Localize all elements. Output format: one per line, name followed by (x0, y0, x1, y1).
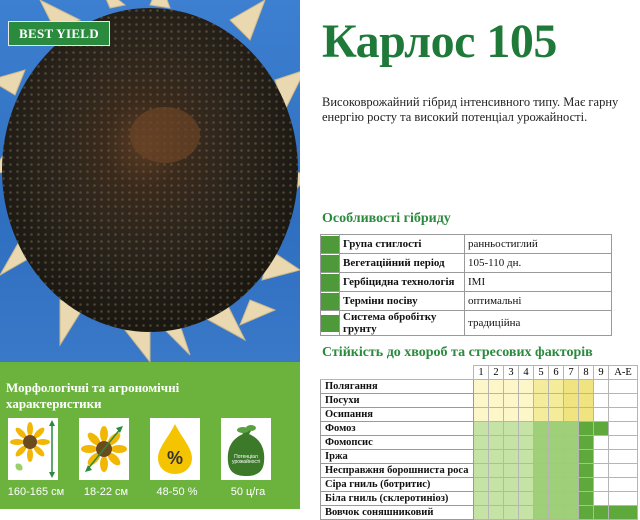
resistance-cell (609, 464, 638, 478)
resistance-cell (579, 422, 594, 436)
resistance-cell (594, 394, 609, 408)
resistance-cell (564, 506, 579, 520)
resistance-cell (519, 450, 534, 464)
hybrid-description: Високоврожайний гібрид інтенсивного типу. Має гарну енергію росту та високий потенціал урожайності. (322, 95, 619, 124)
features-title: Особливості гібриду (322, 211, 451, 226)
resistance-cell (549, 422, 564, 436)
resistance-cell (519, 394, 534, 408)
resistance-cell (534, 394, 549, 408)
resistance-cell (534, 464, 549, 478)
scale-header: A-E (609, 366, 638, 380)
resistance-cell (549, 450, 564, 464)
morphology-title: Морфологічні та агрономічні характеристики (6, 380, 180, 411)
feature-row (321, 235, 612, 254)
resistance-cell (489, 506, 504, 520)
resistance-cell (579, 492, 594, 506)
resistance-cell (579, 436, 594, 450)
resistance-factor: Фомоз (321, 422, 474, 436)
resistance-cell (534, 506, 549, 520)
resistance-cell (594, 408, 609, 422)
yield-bag-label: Потенціал урожайності (232, 454, 261, 465)
sowing-icon (321, 292, 340, 311)
resistance-cell (609, 450, 638, 464)
resistance-cell (579, 464, 594, 478)
resistance-cell (519, 436, 534, 450)
scale-header: 2 (489, 366, 504, 380)
resistance-row (321, 464, 638, 478)
resistance-row (321, 450, 638, 464)
resistance-cell (594, 380, 609, 394)
resistance-cell (474, 478, 489, 492)
resistance-row (321, 506, 638, 520)
tillage-icon (321, 311, 340, 336)
resistance-cell (504, 422, 519, 436)
resistance-cell (474, 394, 489, 408)
resistance-cell (609, 492, 638, 506)
resistance-row (321, 436, 638, 450)
resistance-cell (549, 394, 564, 408)
resistance-cell (534, 422, 549, 436)
resistance-cell (549, 506, 564, 520)
feature-value: 105-110 дн. (465, 254, 612, 273)
resistance-cell (519, 408, 534, 422)
svg-text:%: % (166, 448, 184, 468)
resistance-cell (549, 436, 564, 450)
sunflower-photo (0, 0, 300, 362)
resistance-cell (564, 450, 579, 464)
left-column (0, 0, 300, 509)
resistance-row (321, 380, 638, 394)
resistance-cell (594, 450, 609, 464)
resistance-cell (564, 464, 579, 478)
feature-label: Вегетаційний період (340, 254, 465, 273)
diameter-value: 18-22 см (83, 486, 129, 498)
scale-header: 3 (504, 366, 519, 380)
resistance-cell (519, 464, 534, 478)
scale-header: 8 (579, 366, 594, 380)
resistance-factor: Вовчок соняшниковий (321, 506, 474, 520)
resistance-cell (579, 478, 594, 492)
resistance-cell (534, 492, 549, 506)
feature-label: Система обробітку грунту (340, 311, 465, 336)
resistance-cell (549, 380, 564, 394)
feature-label: Терміни посіву (340, 292, 465, 311)
resistance-cell (504, 380, 519, 394)
resistance-cell (489, 492, 504, 506)
resistance-row (321, 478, 638, 492)
herbicide-icon (321, 273, 340, 292)
resistance-cell (609, 380, 638, 394)
scale-header: 4 (519, 366, 534, 380)
resistance-cell (474, 492, 489, 506)
resistance-cell (534, 450, 549, 464)
resistance-cell (534, 436, 549, 450)
resistance-cell (609, 422, 638, 436)
feature-value: ранньостиглий (465, 235, 612, 254)
resistance-cell (579, 394, 594, 408)
feature-row (321, 273, 612, 292)
oil-drop-percent-icon (150, 418, 200, 480)
yield-bag-icon (221, 418, 271, 480)
resistance-cell (489, 422, 504, 436)
resistance-cell (504, 478, 519, 492)
resistance-cell (504, 408, 519, 422)
resistance-cell (579, 408, 594, 422)
resistance-cell (594, 422, 609, 436)
resistance-table (320, 365, 638, 520)
resistance-cell (519, 506, 534, 520)
resistance-cell (474, 408, 489, 422)
resistance-cell (489, 394, 504, 408)
resistance-cell (609, 506, 638, 520)
resistance-factor: Несправжня борошниста роса (321, 464, 474, 478)
height-value: 160-165 см (7, 486, 65, 498)
resistance-cell (489, 464, 504, 478)
resistance-cell (489, 450, 504, 464)
resistance-cell (474, 436, 489, 450)
resistance-cell (564, 478, 579, 492)
resistance-factor: Осипання (321, 408, 474, 422)
resistance-factor: Сіра гниль (ботритис) (321, 478, 474, 492)
resistance-cell (519, 492, 534, 506)
maturity-icon (321, 235, 340, 254)
feature-label: Група стиглості (340, 235, 465, 254)
resistance-cell (474, 506, 489, 520)
oil-content-value: 48-50 % (156, 486, 198, 498)
resistance-cell (519, 380, 534, 394)
feature-row (321, 311, 612, 336)
feature-value: традиційна (465, 311, 612, 336)
resistance-factor: Біла гниль (склеротиніоз) (321, 492, 474, 506)
resistance-factor: Іржа (321, 450, 474, 464)
resistance-cell (549, 464, 564, 478)
resistance-cell (609, 478, 638, 492)
resistance-cell (474, 450, 489, 464)
resistance-cell (594, 478, 609, 492)
resistance-cell (474, 422, 489, 436)
resistance-cell (549, 492, 564, 506)
resistance-cell (594, 506, 609, 520)
resistance-cell (564, 436, 579, 450)
resistance-factor: Полягання (321, 380, 474, 394)
feature-row (321, 254, 612, 273)
resistance-factor: Посухи (321, 394, 474, 408)
resistance-cell (564, 422, 579, 436)
resistance-title: Стійкість до хвороб та стресових факторів (322, 345, 593, 360)
resistance-cell (504, 436, 519, 450)
resistance-cell (489, 380, 504, 394)
scale-header: 5 (534, 366, 549, 380)
resistance-cell (489, 478, 504, 492)
calendar-icon (321, 254, 340, 273)
resistance-cell (534, 380, 549, 394)
resistance-cell (504, 394, 519, 408)
resistance-cell (579, 380, 594, 394)
resistance-cell (519, 478, 534, 492)
resistance-row (321, 422, 638, 436)
resistance-cell (579, 450, 594, 464)
resistance-cell (534, 408, 549, 422)
resistance-cell (594, 492, 609, 506)
resistance-cell (474, 380, 489, 394)
resistance-cell (549, 478, 564, 492)
scale-header: 9 (594, 366, 609, 380)
resistance-cell (579, 506, 594, 520)
feature-label: Гербіцидна технологія (340, 273, 465, 292)
resistance-cell (609, 408, 638, 422)
feature-value: оптимальні (465, 292, 612, 311)
resistance-cell (504, 506, 519, 520)
resistance-cell (564, 408, 579, 422)
resistance-header-name (321, 366, 474, 380)
features-table (320, 234, 612, 336)
resistance-cell (489, 436, 504, 450)
sunflower-height-icon (8, 418, 58, 480)
resistance-cell (534, 478, 549, 492)
best-yield-badge: BEST YIELD (8, 21, 110, 46)
feature-row (321, 292, 612, 311)
resistance-row (321, 408, 638, 422)
yield-value: 50 ц/га (230, 486, 266, 498)
resistance-cell (609, 394, 638, 408)
hybrid-title: Карлос 105 (322, 15, 557, 68)
resistance-cell (504, 464, 519, 478)
resistance-cell (504, 492, 519, 506)
resistance-cell (519, 422, 534, 436)
resistance-row (321, 492, 638, 506)
scale-header: 7 (564, 366, 579, 380)
sunflower-head-image (0, 0, 300, 362)
resistance-cell (609, 436, 638, 450)
resistance-cell (564, 394, 579, 408)
sunflower-diameter-icon (79, 418, 129, 480)
resistance-cell (489, 408, 504, 422)
scale-header: 6 (549, 366, 564, 380)
scale-header: 1 (474, 366, 489, 380)
resistance-cell (474, 464, 489, 478)
resistance-row (321, 394, 638, 408)
resistance-cell (549, 408, 564, 422)
resistance-cell (564, 380, 579, 394)
resistance-cell (564, 492, 579, 506)
feature-value: IMI (465, 273, 612, 292)
resistance-cell (594, 464, 609, 478)
resistance-factor: Фомопсис (321, 436, 474, 450)
resistance-cell (594, 436, 609, 450)
resistance-cell (504, 450, 519, 464)
